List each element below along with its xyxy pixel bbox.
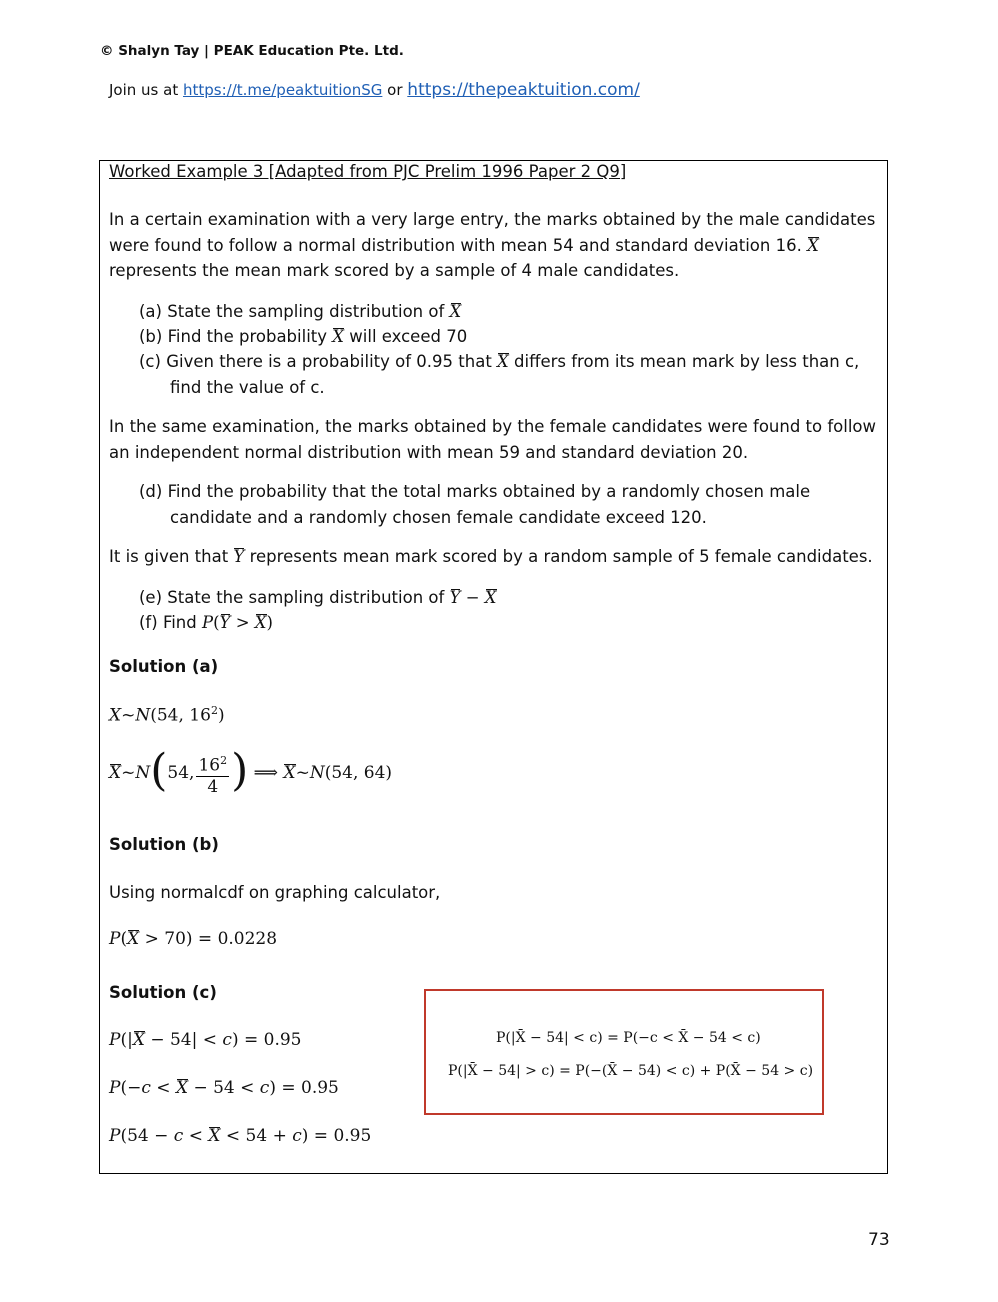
- ybar-paragraph: [109, 544, 879, 570]
- solution-c-title: Solution (c): [109, 983, 217, 1002]
- ybar-text-2: represents mean mark scored by a random sample of 5 female candidates.: [249, 547, 873, 566]
- intro-paragraph: [109, 207, 879, 284]
- part-b-text-1: Find the probability: [167, 327, 328, 346]
- part-a: [139, 299, 879, 325]
- eq-c-3: P(54 − c < X < 54 + c) = 0.95: [109, 1126, 372, 1146]
- page-number: 73: [868, 1230, 890, 1250]
- eq-prob-b: P(X > 70) = 0.0228: [109, 929, 278, 949]
- part-d-text-1: Find the probability that the total marks obtained by a randomly chosen male: [167, 482, 811, 501]
- note-line-2: P(|X̄ − 54| > c) = P(−(X̄ − 54) < c) + P(X̄ − 54 > c): [448, 1063, 814, 1079]
- join-prefix: Join us at: [109, 81, 179, 99]
- part-f-label: (f): [139, 613, 158, 632]
- part-c-text-3: find the value of c.: [170, 377, 325, 397]
- note-box: [424, 989, 824, 1115]
- part-c: [139, 349, 879, 400]
- ybar-minus-xbar: Y − X: [449, 588, 497, 607]
- prob-ybar-gt-xbar: P(Y > X): [202, 613, 273, 632]
- xbar-symbol: X: [807, 235, 819, 255]
- ybar-symbol: Y: [233, 547, 245, 566]
- part-c-text-1: Given there is a probability of 0.95 that: [166, 352, 492, 371]
- part-d-text-2: candidate and a randomly chosen female candidate exceed 120.: [170, 507, 707, 527]
- part-b-text-2: will exceed 70: [349, 327, 468, 346]
- prob-b-result: 0.0228: [217, 929, 278, 949]
- website-link[interactable]: https://thepeaktuition.com/: [407, 80, 640, 100]
- part-b-label: (b): [139, 327, 163, 346]
- part-d-label: (d): [139, 482, 163, 501]
- telegram-link[interactable]: https://t.me/peaktuitionSG: [183, 81, 383, 99]
- solution-b-text: Using normalcdf on graphing calculator,: [109, 883, 441, 902]
- solution-a-title: Solution (a): [109, 657, 219, 676]
- ybar-text-1: It is given that: [109, 547, 229, 566]
- example-heading: Worked Example 3 [Adapted from PJC Prelim 1996 Paper 2 Q9]: [109, 162, 627, 181]
- intro-text-a: In a certain examination with a very large entry, the marks obtained by the male candidates were found to follow a normal distribution with mean 54 and standard deviation 16.: [109, 210, 876, 255]
- copyright-header: © Shalyn Tay | PEAK Education Pte. Ltd.: [100, 43, 404, 59]
- join-or: or: [387, 81, 403, 99]
- part-c-text-2: differs from its mean mark by less than c,: [514, 352, 860, 371]
- eq-xbar-distribution: X~N(54, $\frac{16^2}{4}$ ) ⟹ X~N(54, 64): [109, 745, 393, 798]
- solution-b-title: Solution (b): [109, 835, 219, 854]
- part-f-text: Find: [162, 613, 197, 632]
- part-d: [139, 479, 879, 530]
- part-a-text: State the sampling distribution of: [167, 302, 445, 321]
- eq-c-1: P(|X − 54| < c) = 0.95: [109, 1030, 302, 1050]
- part-e-text: State the sampling distribution of: [167, 588, 445, 607]
- part-e: [139, 585, 879, 611]
- female-paragraph: In the same examination, the marks obtained by the female candidates were found to follow an independent normal distribution with mean 59 and standard deviation 20.: [109, 417, 877, 462]
- xbar-symbol: X: [497, 352, 509, 371]
- eq-c-2: P(−c < X − 54 < c) = 0.95: [109, 1078, 339, 1098]
- part-b: [139, 324, 879, 350]
- xbar-symbol: X: [332, 327, 345, 346]
- intro-text-b: represents the mean mark scored by a sample of 4 male candidates.: [109, 261, 680, 280]
- part-c-label: (c): [139, 352, 161, 371]
- join-line: [109, 80, 640, 100]
- part-e-label: (e): [139, 588, 163, 607]
- part-a-label: (a): [139, 302, 162, 321]
- eq-x-distribution: X~N(54, $16^2$): [109, 704, 225, 726]
- part-f: [139, 610, 879, 636]
- xbar-symbol: X: [449, 302, 462, 321]
- note-line-1: P(|X̄ − 54| < c) = P(−c < X̄ − 54 < c): [496, 1030, 761, 1046]
